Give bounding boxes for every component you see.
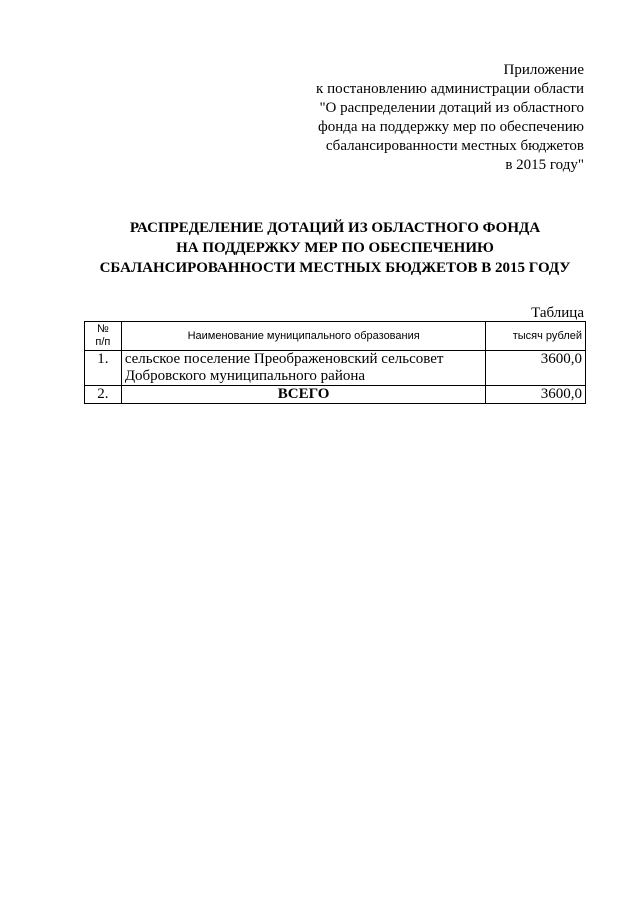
table-row	[85, 351, 586, 386]
table-total-row	[85, 386, 586, 404]
row-number: 1.	[85, 351, 122, 386]
appendix-line: Приложение	[503, 62, 584, 78]
header-sum: тысяч рублей	[486, 322, 586, 351]
header-number-line2: п/п	[95, 336, 111, 348]
row-name-line1: сельское поселение Преображеновский сельсовет	[124, 351, 444, 367]
document-title	[0, 218, 640, 278]
allocation-table	[84, 321, 586, 404]
total-label: ВСЕГО	[121, 386, 486, 404]
appendix-block	[244, 61, 584, 175]
header-number	[85, 322, 122, 351]
appendix-line: фонда на поддержку мер по обеспечению	[317, 119, 584, 135]
appendix-line: "О распределении дотаций из областного	[319, 100, 584, 116]
row-name	[121, 351, 486, 386]
total-sum: 3600,0	[486, 386, 586, 404]
table-header-row	[85, 322, 586, 351]
title-line: НА ПОДДЕРЖКУ МЕР ПО ОБЕСПЕЧЕНИЮ	[176, 240, 494, 256]
appendix-line: к постановлению администрации области	[316, 81, 584, 97]
row-name-line2: Добровского муниципального района	[124, 368, 366, 384]
appendix-line: в 2015 году"	[505, 157, 584, 173]
total-number: 2.	[85, 386, 122, 404]
table-caption: Таблица	[531, 305, 584, 321]
header-name: Наименование муниципального образования	[121, 322, 486, 351]
title-line: СБАЛАНСИРОВАННОСТИ МЕСТНЫХ БЮДЖЕТОВ В 2015 ГОДУ	[99, 260, 571, 276]
header-number-line1: №	[97, 323, 109, 335]
row-sum: 3600,0	[486, 351, 586, 386]
appendix-line: сбалансированности местных бюджетов	[325, 138, 584, 154]
title-line: РАСПРЕДЕЛЕНИЕ ДОТАЦИЙ ИЗ ОБЛАСТНОГО ФОНДА	[129, 220, 541, 236]
